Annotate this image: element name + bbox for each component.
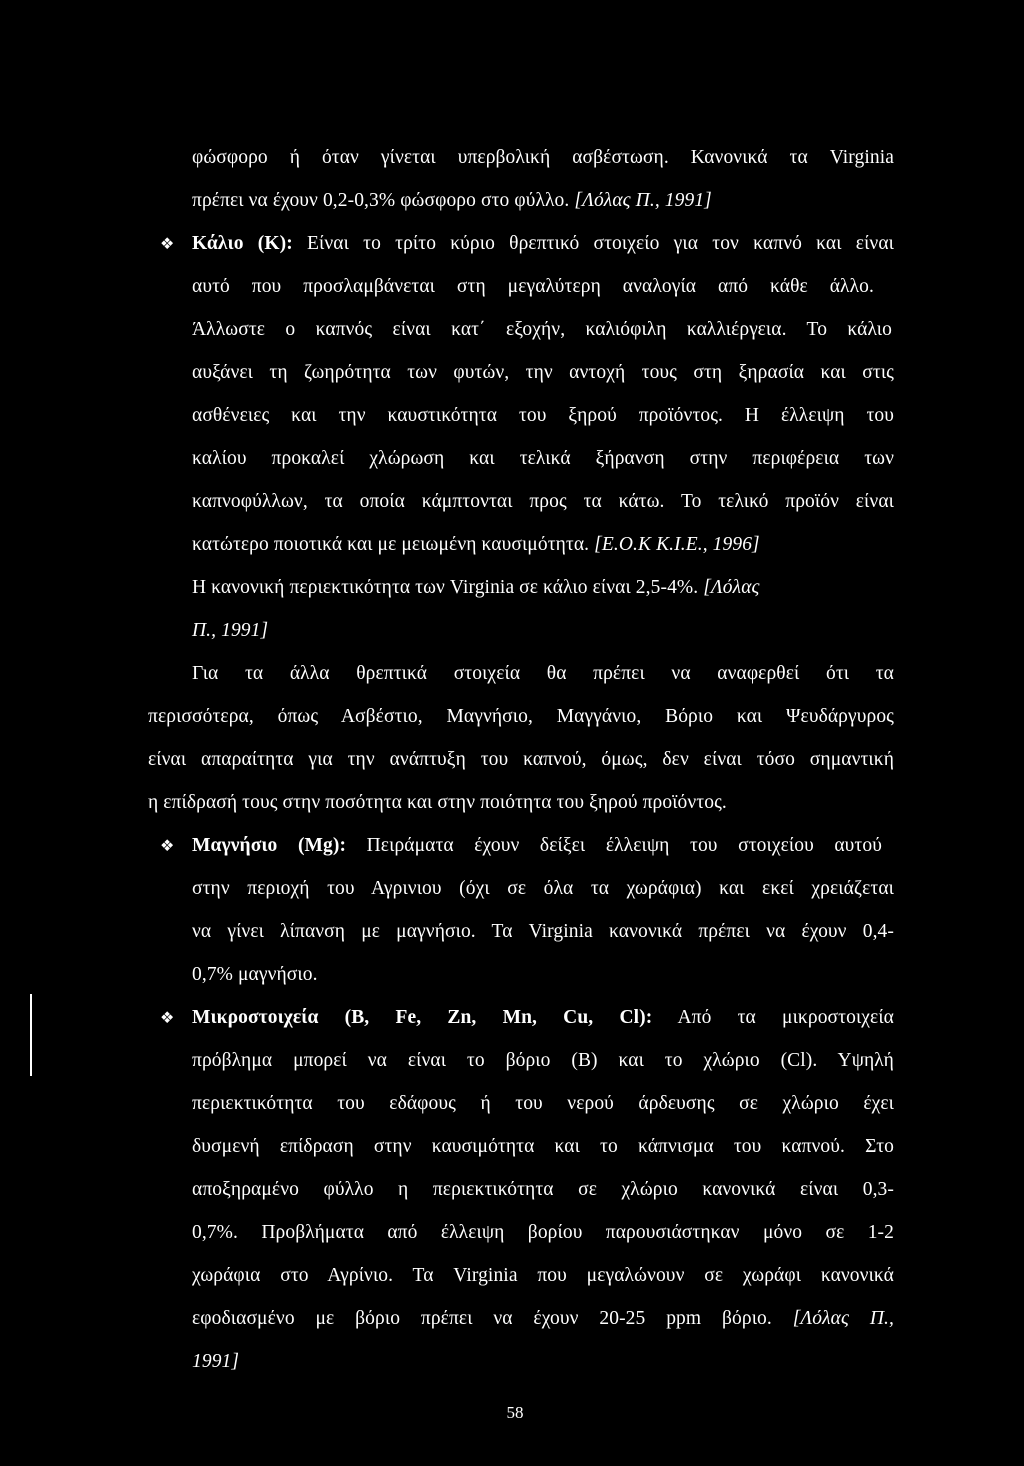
bullet-icon: ❖ (160, 234, 175, 253)
magnesium-line-1 (192, 834, 882, 858)
micronutrients-citation-cont: 1991] (192, 1351, 240, 1372)
potassium-line-7: καπνοφύλλων, τα οποία κάμπτονται προς τα κάτω. Το τελικό προϊόν είναι (192, 491, 894, 512)
potassium-line-9 (192, 576, 760, 600)
potassium-line-8 (192, 533, 760, 557)
micronutrients-line-4: δυσμενή επίδραση στην καυσιμότητα και το κάπνισμα του καπνού. Στο (192, 1136, 894, 1157)
micronutrients-line-7: χωράφια στο Αγρίνιο. Τα Virginia που μεγαλώνουν σε χωράφι κανονικά (192, 1265, 894, 1286)
potassium-line-1-text: Είναι το τρίτο κύριο θρεπτικό στοιχείο για τον καπνό και είναι (307, 233, 894, 254)
micronutrients-line-2: πρόβλημα μπορεί να είναι το βόριο (Β) και το χλώριο (Cl). Υψηλή (192, 1050, 894, 1071)
micronutrients-line-8-text: εφοδιασμένο με βόριο πρέπει να έχουν 20-25 ppm βόριο. (192, 1308, 772, 1329)
citation: [Ε.Ο.Κ Κ.Ι.Ε., 1996] (594, 534, 760, 555)
micronutrients-heading: Μικροστοιχεία (B, Fe, Zn, Mn, Cu, Cl): (192, 1007, 653, 1028)
bullet-icon: ❖ (160, 1008, 175, 1027)
potassium-line-3: Άλλωστε ο καπνός είναι κατ΄ εξοχήν, καλιόφιλη καλλιέργεια. Το κάλιο (192, 319, 892, 340)
magnesium-line-3: να γίνει λίπανση με μαγνήσιο. Τα Virginia κανονικά πρέπει να έχουν 0,4- (192, 921, 894, 942)
magnesium-heading: Μαγνήσιο (Mg): (192, 835, 347, 856)
micronutrients-line-8 (192, 1307, 894, 1331)
phosphorus-line-2 (192, 189, 712, 213)
potassium-line-4: αυξάνει τη ζωηρότητα των φυτών, την αντοχή τους στη ξηρασία και στις (192, 362, 894, 383)
magnesium-line-4: 0,7% μαγνήσιο. (192, 964, 318, 985)
phosphorus-line-2-text: πρέπει να έχουν 0,2-0,3% φώσφορο στο φύλλο. (192, 190, 570, 211)
micronutrients-line-1-text: Από τα μικροστοιχεία (677, 1007, 894, 1028)
micronutrients-line-6: 0,7%. Προβλήματα από έλλειψη βορίου παρουσιάστηκαν μόνο σε 1-2 (192, 1222, 894, 1243)
magnesium-line-2: στην περιοχή του Αγρινιου (όχι σε όλα τα χωράφια) και εκεί χρειάζεται (192, 878, 894, 899)
bullet-icon: ❖ (160, 836, 175, 855)
potassium-line-5: ασθένειες και την καυστικότητα του ξηρού προϊόντος. Η έλλειψη του (192, 405, 894, 426)
potassium-line-8-text: κατώτερο ποιοτικά και με μειωμένη καυσιμότητα. (192, 534, 590, 555)
other-nutrients-line-3: είναι απαραίτητα για την ανάπτυξη του καπνού, όμως, δεν είναι τόσο σημαντική (148, 749, 894, 770)
other-nutrients-line-4: η επίδρασή τους στην ποσότητα και στην ποιότητα του ξηρού προϊόντος. (148, 792, 727, 813)
potassium-line-9-text: Η κανονική περιεκτικότητα των Virginia σε κάλιο είναι 2,5-4%. (192, 577, 699, 598)
other-nutrients-line-2: περισσότερα, όπως Ασβέστιο, Μαγνήσιο, Μαγγάνιο, Βόριο και Ψευδάργυρος (148, 706, 894, 727)
micronutrients-line-3: περιεκτικότητα του εδάφους ή του νερού άρδευσης σε χλώριο έχει (192, 1093, 894, 1114)
potassium-line-2: αυτό που προσλαμβάνεται στη μεγαλύτερη αναλογία από κάθε άλλο. (192, 276, 874, 297)
potassium-line-6: καλίου προκαλεί χλώρωση και τελικά ξήρανση στην περιφέρεια των (192, 448, 894, 469)
potassium-heading: Κάλιο (Κ): (192, 233, 293, 254)
phosphorus-line-1-text: φώσφορο ή όταν γίνεται υπερβολική ασβέστωση. Κανονικά τα Virginia (192, 147, 894, 168)
citation: [Λόλας Π., (792, 1308, 894, 1329)
micronutrients-line-5: αποξηραμένο φύλλο η περιεκτικότητα σε χλώριο κανονικά είναι 0,3- (192, 1179, 894, 1200)
page-number: 58 (506, 1403, 524, 1422)
citation: [Λόλας (703, 577, 760, 598)
phosphorus-line-1 (192, 146, 894, 170)
other-nutrients-line-1: Για τα άλλα θρεπτικά στοιχεία θα πρέπει να αναφερθεί ότι τα (192, 663, 894, 684)
potassium-citation-cont: Π., 1991] (192, 620, 269, 641)
margin-revision-bar (30, 994, 32, 1076)
citation: [Λόλας Π., 1991] (574, 190, 712, 211)
potassium-line-1 (192, 232, 894, 256)
micronutrients-line-1 (192, 1006, 894, 1030)
magnesium-line-1-text: Πειράματα έχουν δείξει έλλειψη του στοιχείου αυτού (366, 835, 882, 856)
